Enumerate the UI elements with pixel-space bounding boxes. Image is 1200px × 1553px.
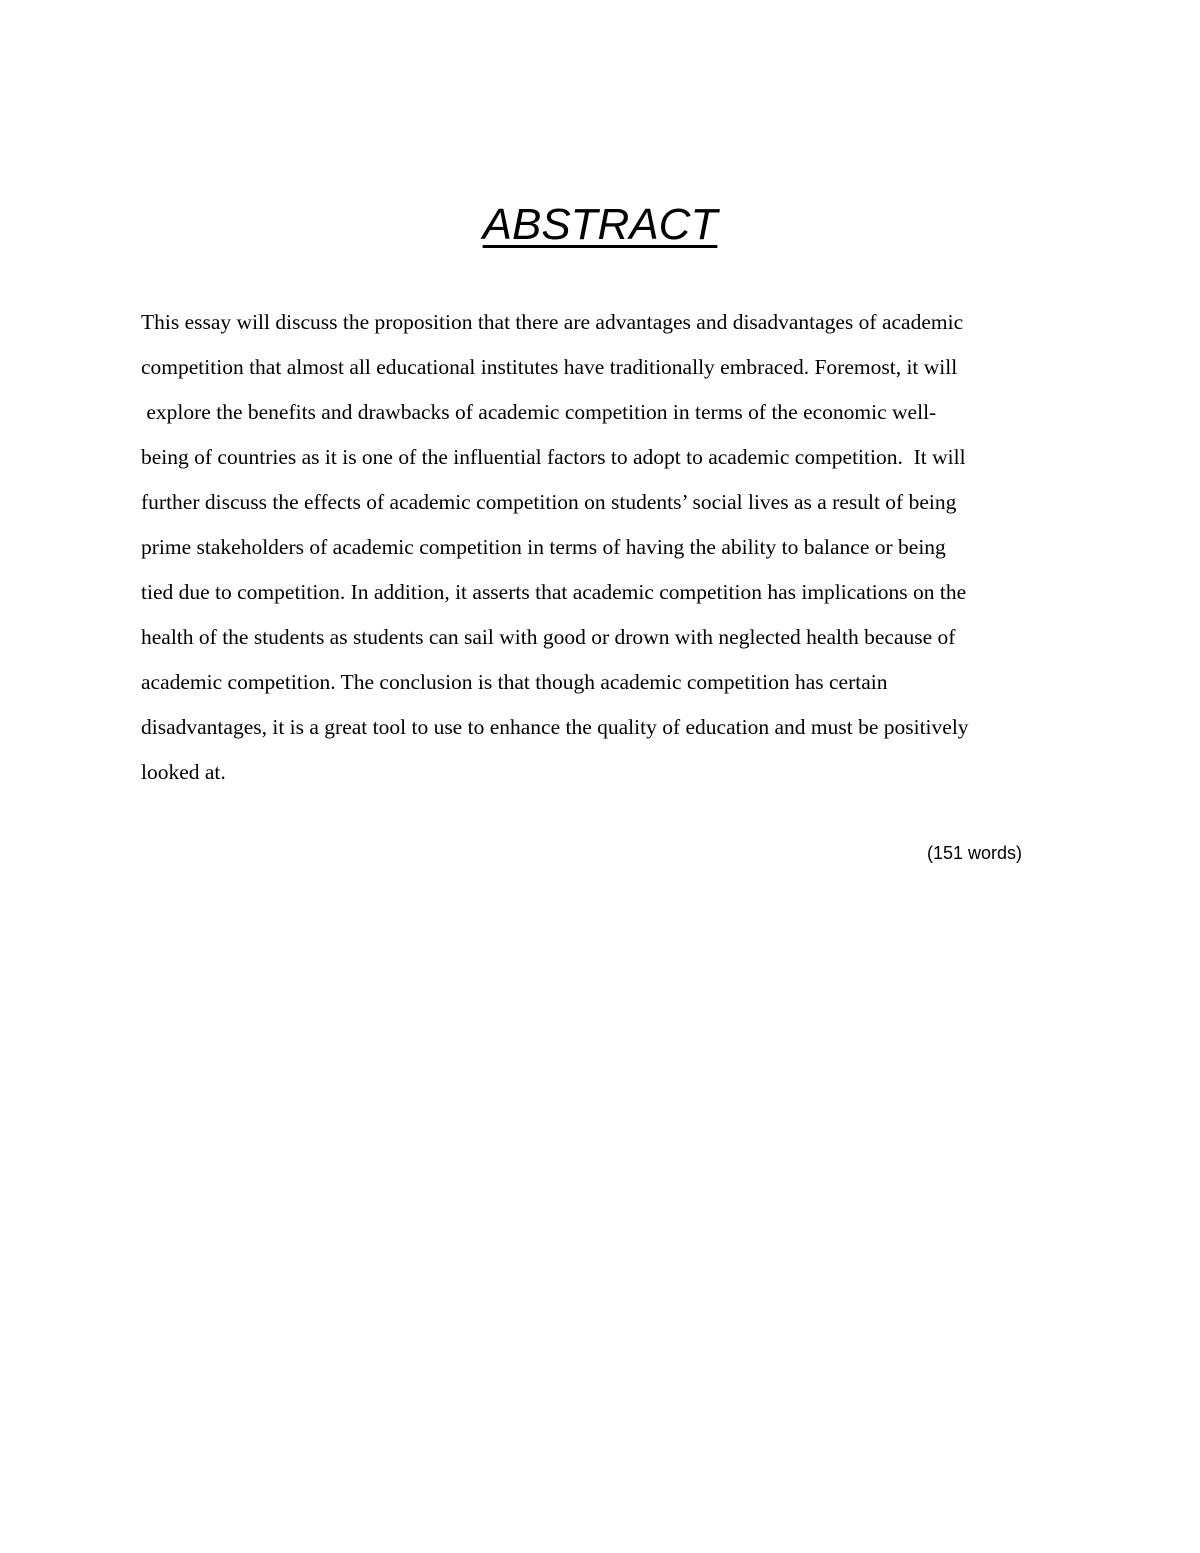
abstract-line: This essay will discuss the proposition that there are advantages and disadvantages of academic <box>141 310 964 334</box>
page-title: ABSTRACT <box>482 200 718 249</box>
abstract-line: academic competition. The conclusion is that though academic competition has certain <box>141 670 888 694</box>
abstract-line: explore the benefits and drawbacks of academic competition in terms of the economic well- <box>141 400 937 424</box>
title-container <box>0 200 1200 250</box>
abstract-line: looked at. <box>141 760 226 784</box>
abstract-body <box>141 300 1071 795</box>
word-count: (151 words) <box>926 843 1022 863</box>
abstract-line: tied due to competition. In addition, it asserts that academic competition has implications on the <box>141 580 967 604</box>
abstract-line: further discuss the effects of academic competition on students’ social lives as a result of being <box>141 490 957 514</box>
abstract-line: disadvantages, it is a great tool to use to enhance the quality of education and must be positively <box>141 715 969 739</box>
abstract-line: being of countries as it is one of the influential factors to adopt to academic competition. It will <box>141 445 966 469</box>
abstract-line: competition that almost all educational institutes have traditionally embraced. Foremost, it will <box>141 355 958 379</box>
abstract-line: prime stakeholders of academic competition in terms of having the ability to balance or being <box>141 535 946 559</box>
abstract-line: health of the students as students can sail with good or drown with neglected health because of <box>141 625 956 649</box>
